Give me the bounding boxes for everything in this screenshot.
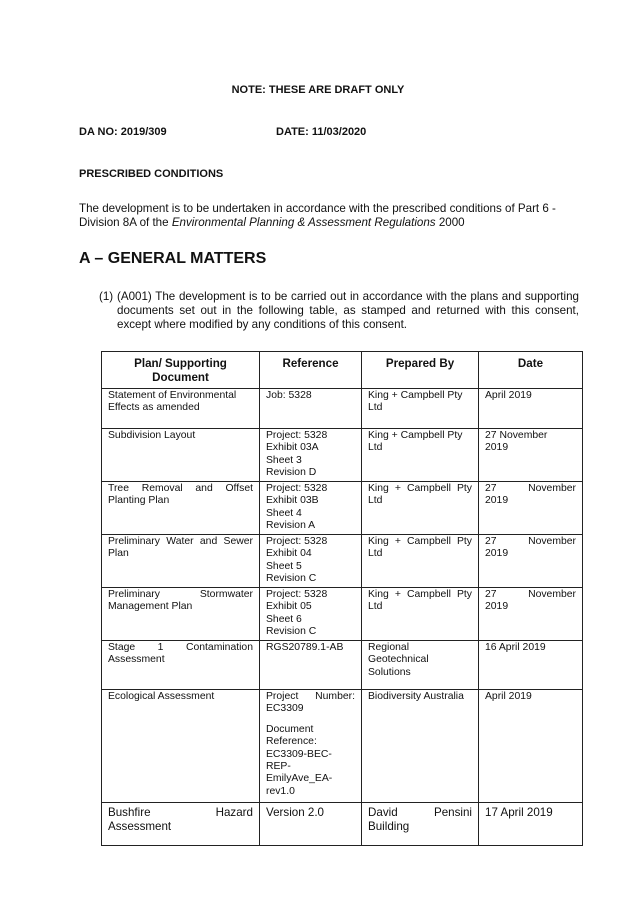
cell-prepared-by-line: King + Campbell Pty <box>368 536 472 547</box>
cell-prepared-by-line: Ltd <box>368 402 383 414</box>
cell-reference <box>260 482 362 535</box>
cell-prepared-by-line: David Pensini <box>368 806 472 819</box>
cell-date <box>479 803 583 846</box>
cell-reference-line: Version 2.0 <box>266 806 325 819</box>
cell-plan-line: Preliminary Stormwater <box>108 589 253 600</box>
cell-date-line: 2019 <box>485 601 509 613</box>
cell-reference <box>260 803 362 846</box>
cell-plan-line: Tree Removal and Offset <box>108 483 253 494</box>
cell-date-line: 27 November <box>485 536 576 547</box>
cell-prepared-by-line: Ltd <box>368 548 383 560</box>
prescribed-text: The development is to be undertaken in accordance with the prescribed conditions of Part 6 - Division 8A of the <box>79 202 556 229</box>
cell-plan-line: Plan <box>108 548 129 560</box>
cell-date-line: April 2019 <box>485 691 532 702</box>
cell-reference-line: Revision A <box>266 520 316 532</box>
regulation-title: Environmental Planning & Assessment Regulations <box>171 216 436 229</box>
cell-reference <box>260 389 362 429</box>
cell-plan-line: Assessment <box>108 820 172 833</box>
cell-prepared-by <box>362 429 479 482</box>
cell-reference-line: Job: 5328 <box>266 390 312 401</box>
cell-plan-line: Preliminary Water and Sewer <box>108 536 253 547</box>
cell-date-line: 27 November <box>485 430 548 441</box>
condition-text: (A001) The development is to be carried out in accordance with the plans and supporting documents set out in the following table, as stamped and returned with this consent, except where modified by any conditions of this consent. <box>117 290 579 331</box>
cell-prepared-by-line: Ltd <box>368 601 383 613</box>
cell-prepared-by-line: Solutions <box>368 666 411 678</box>
table-row <box>102 535 583 588</box>
cell-reference-line: Document <box>266 723 314 735</box>
cell-reference <box>260 429 362 482</box>
cell-reference-line: Exhibit 04 <box>266 548 312 560</box>
cell-reference <box>260 690 362 803</box>
cell-reference-line: Exhibit 03B <box>266 495 319 507</box>
cell-prepared-by <box>362 690 479 803</box>
table-row <box>102 803 583 846</box>
cell-prepared-by-line: King + Campbell Pty <box>368 430 463 441</box>
cell-prepared-by-line: King + Campbell Pty <box>368 390 463 401</box>
cell-reference-line: rev1.0 <box>266 785 295 797</box>
cell-reference-line: EC3309-BEC- <box>266 748 332 760</box>
cell-reference-line: Project: 5328 <box>266 589 328 600</box>
col-header-reference: Reference <box>260 352 362 389</box>
cell-prepared-by-line: Geotechnical <box>368 654 429 666</box>
cell-reference-line: Project: 5328 <box>266 483 328 494</box>
cell-date <box>479 535 583 588</box>
cell-prepared-by-line: Biodiversity Australia <box>368 691 464 702</box>
cell-plan-line: Effects as amended <box>108 402 200 414</box>
prescribed-paragraph <box>79 202 579 230</box>
col-header-prepared-by: Prepared By <box>362 352 479 389</box>
table-row <box>102 482 583 535</box>
cell-plan-line: Assessment <box>108 654 165 666</box>
cell-date-line: 2019 <box>485 495 509 507</box>
cell-reference-line: RGS20789.1-AB <box>266 642 344 653</box>
cell-date <box>479 429 583 482</box>
cell-plan <box>102 482 260 535</box>
cell-reference-line: EmilyAve_EA- <box>266 773 333 785</box>
cell-reference-line: Exhibit 03A <box>266 442 319 454</box>
da-number: DA NO: 2019/309 <box>79 126 167 138</box>
cell-reference-line: Sheet 4 <box>266 507 302 519</box>
cell-reference-line: Reference: <box>266 736 317 748</box>
table-row <box>102 389 583 429</box>
section-heading: A – GENERAL MATTERS <box>79 250 267 267</box>
cell-reference <box>260 535 362 588</box>
cell-prepared-by-line: Ltd <box>368 442 383 454</box>
cell-date-line: 27 November <box>485 483 576 494</box>
cell-prepared-by <box>362 389 479 429</box>
cell-date-line: 16 April 2019 <box>485 642 546 653</box>
cell-prepared-by-line: King + Campbell Pty <box>368 483 472 494</box>
cell-plan-line: Ecological Assessment <box>108 691 215 702</box>
cell-reference-line: Exhibit 05 <box>266 601 312 613</box>
cell-date <box>479 641 583 690</box>
table-row <box>102 641 583 690</box>
cell-reference-line: Revision D <box>266 467 317 479</box>
cell-reference <box>260 588 362 641</box>
cell-reference-line: Sheet 5 <box>266 560 302 572</box>
cell-prepared-by-line: King + Campbell Pty <box>368 589 472 600</box>
condition-number: (1) <box>99 290 114 303</box>
cell-plan-line: Management Plan <box>108 601 193 613</box>
cell-plan-line: Statement of Environmental <box>108 390 237 401</box>
cell-prepared-by <box>362 641 479 690</box>
cell-prepared-by <box>362 535 479 588</box>
cell-plan <box>102 535 260 588</box>
cell-prepared-by-line: Ltd <box>368 495 383 507</box>
cell-plan <box>102 389 260 429</box>
cell-date-line: 2019 <box>485 442 509 454</box>
cell-date <box>479 482 583 535</box>
plans-table <box>101 351 583 846</box>
cell-reference <box>260 641 362 690</box>
cell-reference-line: REP- <box>266 761 291 773</box>
cell-date <box>479 690 583 803</box>
cell-plan-line: Subdivision Layout <box>108 430 196 441</box>
table-row <box>102 429 583 482</box>
cell-plan <box>102 429 260 482</box>
cell-prepared-by <box>362 588 479 641</box>
cell-reference-line: EC3309 <box>266 703 304 715</box>
table-header-row <box>102 352 583 389</box>
col-header-date: Date <box>479 352 583 389</box>
regulation-year: 2000 <box>435 216 465 229</box>
cell-plan <box>102 803 260 846</box>
cell-reference-line: Revision C <box>266 626 317 638</box>
cell-prepared-by <box>362 482 479 535</box>
table-row <box>102 588 583 641</box>
cell-reference-line: Project: 5328 <box>266 536 328 547</box>
da-date: DATE: 11/03/2020 <box>276 126 367 138</box>
cell-prepared-by-line: Regional <box>368 642 410 653</box>
cell-date <box>479 389 583 429</box>
cell-date-line: April 2019 <box>485 390 532 401</box>
cell-date <box>479 588 583 641</box>
cell-reference-line: Project Number: <box>266 691 355 702</box>
cell-reference-line: Revision C <box>266 573 317 585</box>
prescribed-heading: PRESCRIBED CONDITIONS <box>79 168 224 180</box>
table-body <box>102 389 583 846</box>
cell-date-line: 27 November <box>485 589 576 600</box>
cell-date-line: 17 April 2019 <box>485 806 553 819</box>
cell-prepared-by-line: Building <box>368 820 410 833</box>
cell-plan-line: Bushfire Hazard <box>108 806 253 819</box>
cell-plan-line: Planting Plan <box>108 495 170 507</box>
cell-plan <box>102 588 260 641</box>
cell-reference-line: Sheet 3 <box>266 454 302 466</box>
table-row <box>102 690 583 803</box>
cell-plan <box>102 690 260 803</box>
cell-prepared-by <box>362 803 479 846</box>
cell-date-line: 2019 <box>485 548 509 560</box>
draft-note: NOTE: THESE ARE DRAFT ONLY <box>231 84 405 96</box>
cell-plan <box>102 641 260 690</box>
cell-reference-line: Project: 5328 <box>266 430 328 441</box>
cell-reference-line: Sheet 6 <box>266 613 302 625</box>
col-header-plan: Plan/ Supporting Document <box>102 352 260 389</box>
cell-plan-line: Stage 1 Contamination <box>108 642 253 653</box>
